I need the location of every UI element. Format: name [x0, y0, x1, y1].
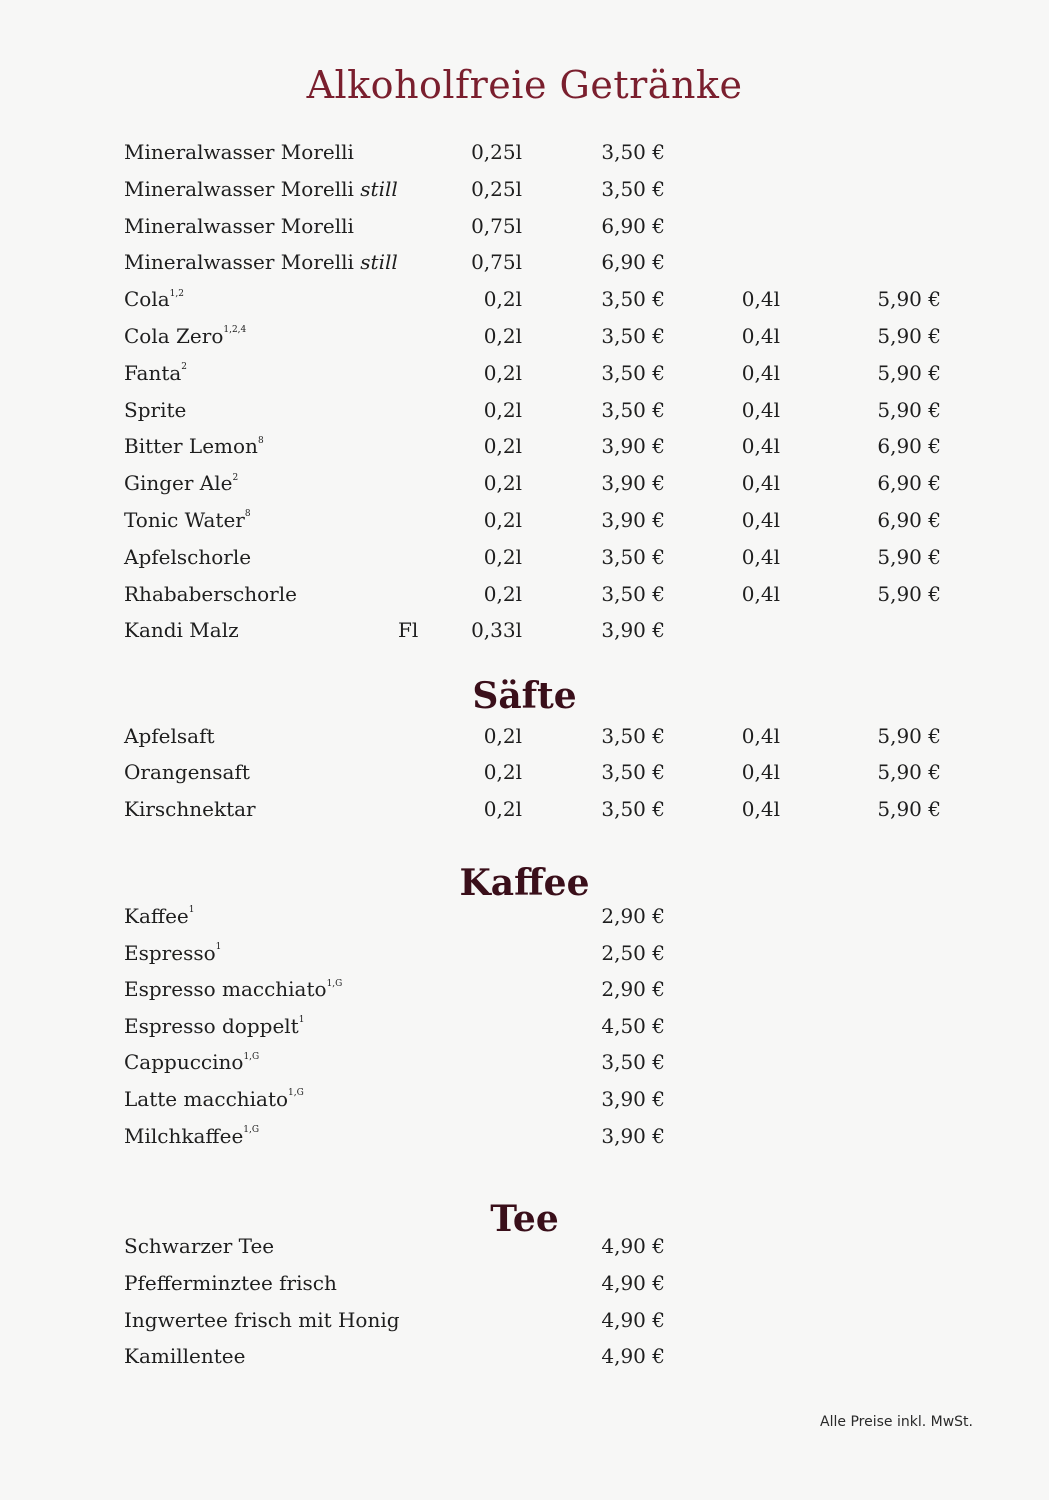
item-name-text: Mineralwasser Morelli	[124, 213, 354, 238]
item-name	[124, 1271, 337, 1295]
menu-item-row	[0, 177, 1049, 211]
menu-item-row	[0, 287, 1049, 321]
menu-item-row	[0, 941, 1049, 975]
item-volume-large: 0,4l	[741, 324, 780, 348]
menu-item-row	[0, 398, 1049, 432]
item-name-text: Kandi Malz	[124, 618, 239, 643]
allergen-footnote: 1	[215, 941, 222, 952]
allergen-footnote: 1,G	[243, 1051, 260, 1062]
item-name	[124, 214, 354, 238]
item-price-small: 3,50 €	[601, 324, 665, 348]
menu-item-row	[0, 797, 1049, 831]
item-name-text: Cappuccino	[124, 1050, 244, 1075]
item-name-text: Bitter Lemon	[124, 434, 258, 459]
item-price-large: 6,90 €	[877, 508, 941, 532]
item-name-text: Mineralwasser Morelli	[124, 250, 354, 275]
item-price-small: 3,50 €	[601, 1050, 665, 1075]
item-price-small: 3,90 €	[601, 1087, 665, 1111]
item-price-small: 2,50 €	[601, 940, 665, 965]
item-name	[124, 545, 251, 569]
item-price-small: 6,90 €	[601, 250, 665, 275]
allergen-footnote: 8	[257, 435, 264, 446]
item-name-text: Cola	[124, 287, 170, 312]
item-volume-small: 0,2l	[483, 397, 522, 422]
menu-item-row	[0, 1087, 1049, 1121]
item-name	[124, 1050, 259, 1074]
item-price-large: 5,90 €	[877, 287, 941, 312]
section-title-saefte: Säfte	[472, 675, 577, 717]
allergen-footnote: 1,2,4	[223, 325, 247, 336]
item-volume-large: 0,4l	[741, 760, 780, 785]
item-volume-large: 0,4l	[741, 287, 780, 312]
allergen-footnote: 2	[232, 472, 239, 483]
item-name-text: Fanta	[124, 360, 182, 385]
footer-note: Alle Preise inkl. MwSt.	[820, 1414, 973, 1430]
item-volume-small: 0,33l	[471, 618, 522, 643]
allergen-footnote: 1	[298, 1015, 305, 1026]
menu-item-row	[0, 582, 1049, 616]
item-name	[124, 508, 251, 532]
item-name	[124, 582, 297, 606]
item-price-small: 3,50 €	[601, 287, 665, 312]
menu-item-row	[0, 904, 1049, 938]
item-price-small: 3,90 €	[601, 1123, 665, 1148]
item-volume-small: 0,2l	[483, 324, 522, 348]
item-name-text: Ingwertee frisch mit Honig	[124, 1307, 400, 1332]
item-name-variant: still	[360, 250, 398, 275]
item-name	[124, 904, 194, 928]
item-name-text: Kirschnektar	[124, 796, 256, 821]
item-price-small: 3,90 €	[601, 618, 665, 643]
item-price-small: 6,90 €	[601, 213, 665, 238]
item-price-small: 3,50 €	[601, 581, 665, 606]
item-price-large: 6,90 €	[877, 471, 941, 496]
menu-item-row	[0, 545, 1049, 579]
item-name	[124, 1344, 245, 1368]
item-price-small: 3,50 €	[601, 724, 665, 748]
item-volume-small: 0,2l	[483, 796, 522, 821]
item-price-small: 3,50 €	[601, 176, 665, 201]
item-price-small: 3,50 €	[601, 140, 665, 164]
item-price-small: 3,50 €	[601, 360, 665, 385]
item-name-variant: still	[360, 176, 398, 201]
menu-item-row	[0, 977, 1049, 1011]
allergen-footnote: 1	[188, 905, 195, 916]
item-name-text: Kamillentee	[124, 1344, 246, 1369]
allergen-footnote: 1,G	[326, 978, 343, 989]
item-name	[124, 140, 354, 164]
item-name	[124, 724, 215, 748]
item-volume-large: 0,4l	[741, 434, 780, 459]
item-price-small: 3,50 €	[601, 397, 665, 422]
allergen-footnote: 1,G	[288, 1088, 304, 1099]
item-price-small: 4,50 €	[601, 1013, 665, 1038]
item-name-text: Mineralwasser Morelli	[124, 176, 354, 201]
item-price-small: 3,90 €	[601, 508, 665, 532]
item-name-text: Apfelsaft	[124, 724, 215, 748]
item-name-text: Espresso	[124, 940, 216, 965]
item-name-text: Ginger Ale	[124, 471, 233, 496]
item-name-text: Tonic Water	[124, 508, 245, 532]
item-price-small: 3,50 €	[601, 760, 665, 785]
item-price-small: 4,90 €	[601, 1344, 665, 1369]
item-price-large: 5,90 €	[877, 397, 941, 422]
item-name	[124, 1308, 400, 1332]
menu-item-row	[0, 1344, 1049, 1378]
item-name	[124, 977, 342, 1001]
item-name-text: Espresso doppelt	[124, 1013, 299, 1038]
menu-item-row	[0, 1234, 1049, 1268]
item-volume-large: 0,4l	[741, 397, 780, 422]
item-price-large: 5,90 €	[877, 581, 941, 606]
item-name-text: Rhababerschorle	[124, 581, 297, 606]
section-title-kaffee: Kaffee	[459, 862, 590, 904]
item-price-small: 2,90 €	[601, 904, 665, 928]
item-name	[124, 760, 250, 784]
item-price-large: 6,90 €	[877, 434, 941, 459]
menu-item-row	[0, 140, 1049, 174]
item-name-text: Kaffee	[124, 904, 189, 928]
menu-item-row	[0, 324, 1049, 358]
item-price-small: 3,90 €	[601, 471, 665, 496]
item-price-small: 4,90 €	[601, 1307, 665, 1332]
item-name-text: Schwarzer Tee	[124, 1234, 275, 1258]
menu-item-row	[0, 1271, 1049, 1305]
item-name	[124, 1234, 274, 1258]
menu-item-row	[0, 250, 1049, 284]
menu-item-row	[0, 214, 1049, 248]
item-name-text: Cola Zero	[124, 324, 224, 348]
item-volume-large: 0,4l	[741, 544, 780, 569]
menu-item-row	[0, 724, 1049, 758]
item-volume-small: 0,2l	[483, 287, 522, 312]
menu-item-row	[0, 760, 1049, 794]
item-name	[124, 398, 186, 422]
item-name-text: Apfelschorle	[124, 544, 252, 569]
item-volume-small: 0,75l	[471, 250, 522, 275]
section-title-tee: Tee	[490, 1198, 559, 1240]
menu-item-row	[0, 1124, 1049, 1158]
item-name	[124, 361, 187, 385]
item-name	[124, 941, 221, 965]
item-price-small: 3,50 €	[601, 796, 665, 821]
section-title-alkoholfrei: Alkoholfreie Getränke	[306, 63, 743, 107]
item-name	[124, 287, 184, 311]
item-price-large: 5,90 €	[877, 544, 941, 569]
menu-item-row	[0, 1014, 1049, 1048]
item-volume-small: 0,2l	[483, 360, 522, 385]
item-name	[124, 1124, 259, 1148]
item-name-text: Milchkaffee	[124, 1123, 244, 1148]
menu-item-row	[0, 434, 1049, 468]
item-volume-small: 0,2l	[483, 581, 522, 606]
item-name	[124, 618, 239, 642]
item-name	[124, 434, 264, 458]
item-name-text: Mineralwasser Morelli	[124, 140, 354, 164]
item-name-text: Latte macchiato	[124, 1087, 289, 1111]
item-volume-small: 0,75l	[471, 213, 522, 238]
allergen-footnote: 1,G	[243, 1124, 260, 1135]
item-volume-small: 0,2l	[483, 760, 522, 785]
menu-item-row	[0, 618, 1049, 652]
item-volume-small: 0,2l	[483, 508, 522, 532]
item-price-small: 2,90 €	[601, 977, 665, 1002]
allergen-footnote: 8	[244, 509, 251, 520]
item-name-text: Sprite	[124, 397, 187, 422]
item-price-large: 5,90 €	[877, 360, 941, 385]
item-volume-small: 0,2l	[483, 544, 522, 569]
menu-item-row	[0, 508, 1049, 542]
item-name	[124, 1087, 304, 1111]
item-volume-large: 0,4l	[741, 796, 780, 821]
item-container-type: Fl	[398, 618, 419, 643]
item-name	[124, 797, 256, 821]
item-name	[124, 324, 246, 348]
menu-item-row	[0, 361, 1049, 395]
item-volume-large: 0,4l	[741, 508, 780, 532]
item-price-small: 3,50 €	[601, 544, 665, 569]
menu-item-row	[0, 1050, 1049, 1084]
item-price-small: 4,90 €	[601, 1270, 665, 1295]
item-volume-small: 0,2l	[483, 724, 522, 748]
item-volume-large: 0,4l	[741, 360, 780, 385]
item-volume-small: 0,2l	[483, 434, 522, 459]
item-volume-small: 0,25l	[471, 176, 522, 201]
item-price-small: 3,90 €	[601, 434, 665, 459]
item-volume-large: 0,4l	[741, 724, 780, 748]
item-volume-small: 0,2l	[483, 471, 522, 496]
allergen-footnote: 1,2	[169, 288, 184, 299]
item-volume-small: 0,25l	[471, 140, 522, 164]
item-name	[124, 471, 238, 495]
item-price-large: 5,90 €	[877, 324, 941, 348]
item-name	[124, 1014, 304, 1038]
menu-item-row	[0, 471, 1049, 505]
item-volume-large: 0,4l	[741, 471, 780, 496]
item-name-text: Orangensaft	[124, 760, 250, 785]
menu-item-row	[0, 1308, 1049, 1342]
item-name	[124, 250, 398, 274]
item-name	[124, 177, 398, 201]
item-name-text: Espresso macchiato	[124, 977, 327, 1002]
item-price-large: 5,90 €	[877, 724, 941, 748]
item-volume-large: 0,4l	[741, 581, 780, 606]
item-price-large: 5,90 €	[877, 796, 941, 821]
item-name-text: Pfefferminztee frisch	[124, 1270, 337, 1295]
item-price-small: 4,90 €	[601, 1234, 665, 1258]
allergen-footnote: 2	[181, 362, 188, 373]
item-price-large: 5,90 €	[877, 760, 941, 785]
